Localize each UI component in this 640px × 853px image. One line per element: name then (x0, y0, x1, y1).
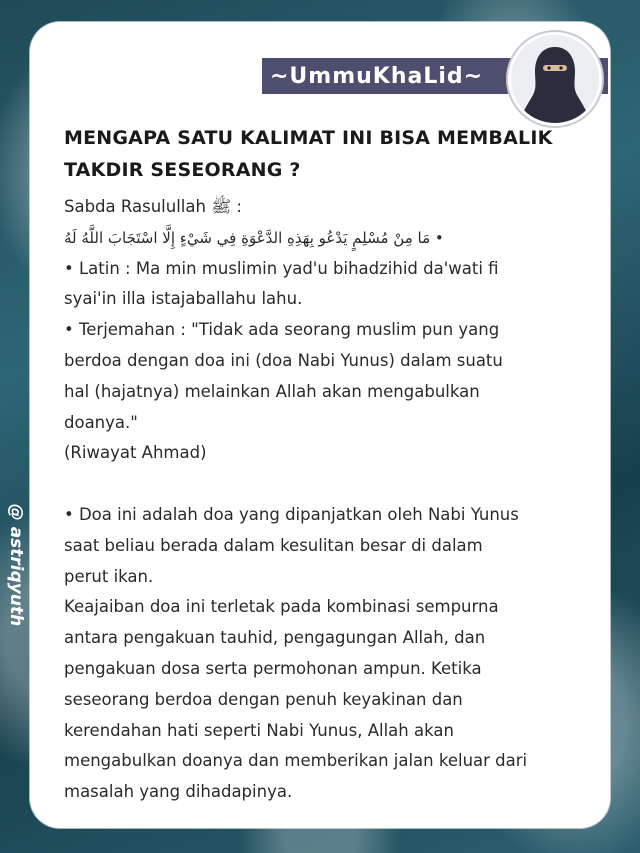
body-line: antara pengakuan tauhid, pengagungan Allah, dan (64, 628, 486, 648)
title-line: MENGAPA SATU KALIMAT INI BISA MEMBALIK (64, 127, 553, 149)
body-line: Sabda Rasulullah ﷺ : (64, 197, 242, 216)
body-line: • Doa ini adalah doa yang dipanjatkan oleh Nabi Yunus (64, 504, 519, 524)
watermark-text: @ astriqyuth (6, 503, 26, 627)
body-line: • Latin : Ma min muslimin yad'u bihadzihid da'wati fi (64, 258, 499, 278)
title-line: TAKDIR SESEORANG ? (64, 159, 301, 181)
paragraph-gap (64, 469, 574, 500)
body-line: hal (hajatnya) melainkan Allah akan mengabulkan (64, 381, 480, 401)
body-line: • Terjemahan : "Tidak ada seorang muslim pun yang (64, 320, 500, 340)
article-title (64, 122, 584, 186)
body-line: Keajaiban doa ini terletak pada kombinasi sempurna (64, 597, 499, 617)
body-line: masalah yang dihadapinya. (64, 782, 293, 802)
watermark (2, 500, 30, 630)
body-line: syai'in illa istajaballahu lahu. (64, 289, 303, 309)
body-line: mengabulkan doanya dan memberikan jalan keluar dari (64, 751, 528, 771)
brand-name: ~UmmuKhaLid~ (270, 63, 484, 89)
body-line: doanya." (64, 412, 138, 432)
article-body (64, 192, 574, 808)
body-line: (Riwayat Ahmad) (64, 443, 207, 463)
arabic-line: • مَا مِنْ مُسْلِمٍ يَدْعُو بِهَذِهِ الدَّعْوَةِ فِي شَيْءٍ إِلَّا اسْتَجَابَ اللَّهُ لَهُ (64, 228, 444, 247)
body-line: seseorang berdoa dengan penuh keyakinan dan (64, 689, 463, 709)
body-line: pengakuan dosa serta permohonan ampun. Ketika (64, 658, 482, 678)
body-line: perut ikan. (64, 566, 154, 586)
avatar (508, 32, 602, 126)
body-line: berdoa dengan doa ini (doa Nabi Yunus) dalam suatu (64, 350, 503, 370)
body-line: saat beliau berada dalam kesulitan besar di dalam (64, 535, 483, 555)
niqab-woman-icon (511, 35, 599, 123)
body-line: kerendahan hati seperti Nabi Yunus, Allah akan (64, 720, 454, 740)
